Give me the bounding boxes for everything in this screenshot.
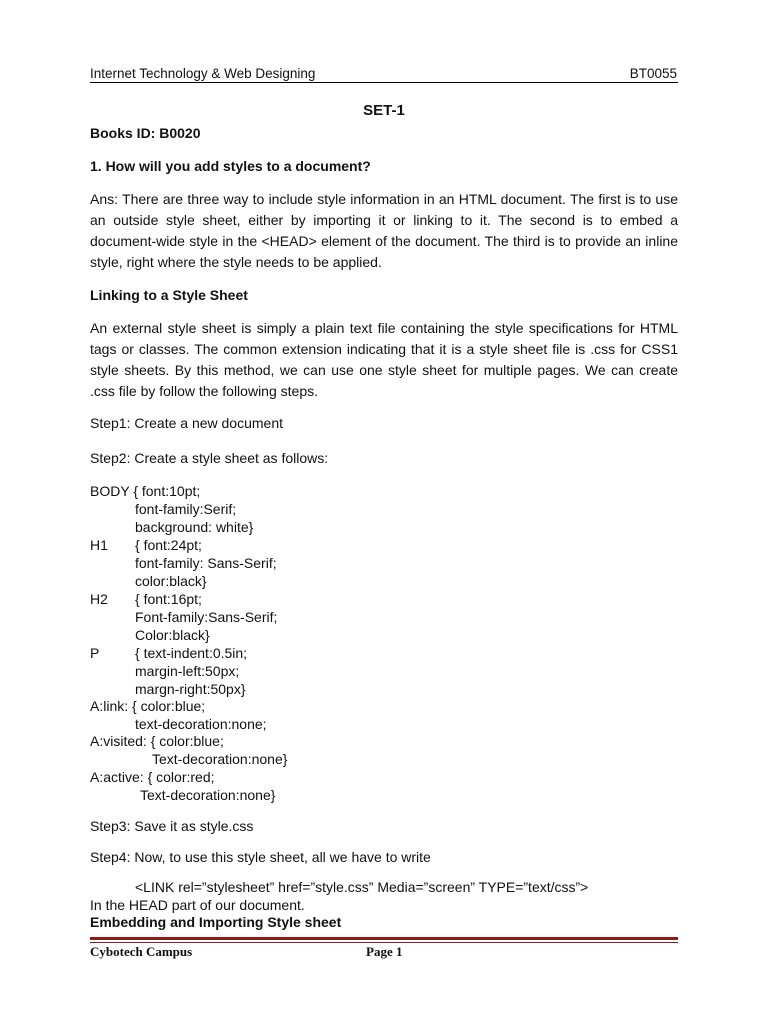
step3-text: Step3: Save it as style.css bbox=[90, 818, 254, 834]
css-line: A:active: { color:red; bbox=[90, 769, 215, 785]
answer-paragraph: Ans: There are three way to include style information in an HTML document. The first is to use an outside style sheet, either by importing it or linking to it. The second is to embed a document-wide style in the <HEAD> element of the document. The third is to provide an inline style, right where the style needs to be applied. bbox=[90, 191, 678, 270]
embedding-heading: Embedding and Importing Style sheet bbox=[90, 914, 342, 930]
footer-campus: Cybotech Campus bbox=[90, 944, 193, 959]
css-line: Color:black} bbox=[135, 627, 210, 643]
css-line: text-decoration:none; bbox=[135, 716, 267, 732]
css-line: A:visited: { color:blue; bbox=[90, 733, 224, 749]
step2-text: Step2: Create a style sheet as follows: bbox=[90, 450, 329, 466]
linking-paragraph: An external style sheet is simply a plain text file containing the style specifications for HTML tags or classes. The common extension indicating that it is a style sheet file is .css for CSS1 style sheets. By this method, we can use one style sheet for multiple pages. We can create .css file by follow the following steps. bbox=[90, 320, 678, 399]
header-course-code: BT0055 bbox=[629, 66, 677, 81]
step1-text: Step1: Create a new document bbox=[90, 415, 284, 431]
css-line: BODY { font:10pt; bbox=[90, 483, 201, 499]
css-line: { font:24pt; bbox=[135, 537, 202, 553]
link-tag-line: <LINK rel=”stylesheet” href=”style.css” Media=”screen” TYPE=”text/css”> bbox=[135, 879, 589, 895]
question-heading: 1. How will you add styles to a document? bbox=[90, 158, 371, 174]
css-line: P bbox=[90, 645, 100, 661]
css-line: color:black} bbox=[135, 573, 207, 589]
books-id: Books ID: B0020 bbox=[90, 125, 201, 141]
css-line: A:link: { color:blue; bbox=[90, 698, 206, 714]
css-line: background: white} bbox=[135, 519, 254, 535]
step4-text: Step4: Now, to use this style sheet, all we have to write bbox=[90, 849, 431, 865]
css-line: Text-decoration:none} bbox=[152, 751, 288, 767]
linking-heading: Linking to a Style Sheet bbox=[90, 287, 248, 303]
css-line: margin-left:50px; bbox=[135, 663, 240, 679]
css-line: margn-right:50px} bbox=[135, 681, 246, 697]
css-line: H2 bbox=[90, 591, 108, 607]
css-line: { font:16pt; bbox=[135, 591, 202, 607]
css-line: { text-indent:0.5in; bbox=[135, 645, 248, 661]
footer-rule-thick bbox=[90, 937, 678, 940]
css-line: font-family:Serif; bbox=[135, 501, 237, 517]
page-title: SET-1 bbox=[363, 102, 405, 119]
css-line: H1 bbox=[90, 537, 108, 553]
footer-rule-thin bbox=[90, 942, 678, 943]
css-line: font-family: Sans-Serif; bbox=[135, 555, 277, 571]
css-line: Font-family:Sans-Serif; bbox=[135, 609, 278, 625]
css-line: Text-decoration:none} bbox=[140, 787, 276, 803]
header-course-title: Internet Technology & Web Designing bbox=[90, 66, 316, 81]
footer-page-number: Page 1 bbox=[366, 944, 403, 959]
head-part-line: In the HEAD part of our document. bbox=[90, 897, 305, 913]
header-rule bbox=[90, 82, 678, 83]
